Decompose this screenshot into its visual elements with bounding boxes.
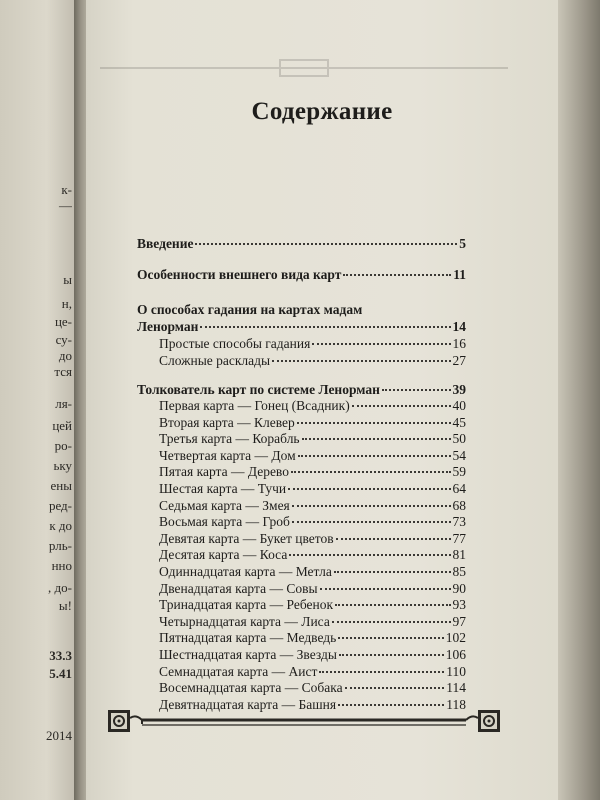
toc-entry-label: Одиннадцатая карта — Метла: [159, 564, 332, 579]
toc-entry-label: Ленорман: [137, 319, 199, 334]
toc-leader-dots: [292, 504, 451, 507]
toc-entry-label: Семнадцатая карта — Аист: [159, 663, 318, 679]
toc-entry-label: Десятая карта — Коса: [159, 547, 288, 563]
toc-leader-dots: [288, 487, 450, 490]
toc-entry: [159, 664, 466, 682]
toc-leader-dots: [319, 670, 444, 673]
toc-page-number: 97: [452, 613, 466, 629]
toc-page-number: 11: [453, 267, 466, 282]
toc-entry: [159, 581, 466, 599]
toc-page-number: 90: [452, 580, 466, 596]
left-page-fragment: 2014: [46, 728, 72, 743]
toc-entry: [159, 415, 466, 433]
toc-entry-label: Седьмая карта — Змея: [159, 497, 290, 513]
toc-page-number: 14: [452, 319, 466, 334]
toc-page-number: 39: [452, 382, 466, 397]
toc-leader-dots: [291, 470, 451, 473]
toc-entry: [159, 498, 466, 516]
toc-entry-label: Четвертая карта — Дом: [159, 447, 296, 463]
toc-leader-dots: [332, 620, 451, 623]
left-page-fragment: цей: [52, 418, 72, 433]
toc-entry-label: Особенности внешнего вида карт: [137, 267, 342, 282]
toc-leader-dots: [343, 273, 451, 276]
toc-entry-label: О способах гадания на картах мадам: [137, 302, 363, 317]
left-page-fragment: , до-: [48, 580, 72, 595]
page-edge-background: [558, 0, 600, 800]
toc-entry: [137, 267, 466, 285]
toc-leader-dots: [345, 686, 445, 689]
footer-ornament: [100, 704, 508, 736]
toc-page-number: 77: [452, 530, 466, 546]
toc-entry-label: Пятнадцатая карта — Медведь: [159, 630, 337, 646]
toc-entry-label: Третья карта — Корабль: [159, 431, 300, 447]
toc-entry: [159, 353, 466, 371]
toc-entry: [159, 680, 466, 698]
toc-leader-dots: [336, 537, 451, 540]
toc-page-number: 73: [452, 514, 466, 530]
toc-entry: [159, 531, 466, 549]
page-title: Содержание: [251, 98, 393, 125]
toc-leader-dots: [289, 553, 450, 556]
toc-page-number: 114: [446, 680, 466, 696]
toc-entry-label: Девятнадцатая карта — Башня: [159, 696, 337, 712]
toc-entry-label: Восьмая карта — Гроб: [159, 514, 290, 530]
toc-page-number: 59: [452, 464, 466, 480]
toc-entry: [159, 614, 466, 632]
left-page-fragment: к до: [49, 518, 72, 533]
toc-entry: [137, 319, 466, 337]
left-page-fragment: н,: [61, 296, 72, 311]
toc-entry: [159, 431, 466, 449]
left-page-fragment: до: [58, 348, 72, 363]
left-page: [0, 0, 78, 800]
toc-entry-label: Восемнадцатая карта — Собака: [159, 680, 343, 696]
toc-entry: [159, 448, 466, 466]
left-page-fragment: ьку: [53, 458, 72, 473]
toc-entry-label: Тринадцатая карта — Ребенок: [159, 597, 334, 613]
toc-page-number: 16: [452, 336, 466, 351]
toc-entry-label: Введение: [137, 236, 194, 251]
left-page-fragment: тся: [54, 364, 72, 379]
toc-leader-dots: [339, 653, 444, 656]
left-page-fragment: це-: [54, 314, 72, 329]
toc-page-number: 93: [452, 597, 466, 613]
left-page-fragment: ро-: [54, 438, 72, 453]
toc-leader-dots: [298, 454, 451, 457]
toc-page-number: 85: [452, 564, 466, 579]
toc-page-number: 5: [459, 236, 466, 251]
toc-entry-label: Сложные расклады: [159, 353, 271, 368]
toc-leader-dots: [338, 636, 443, 639]
toc-leader-dots: [200, 325, 450, 328]
toc-leader-dots: [334, 570, 451, 573]
toc-entry: [159, 514, 466, 532]
toc-page-number: 27: [452, 353, 466, 368]
left-page-fragment: к-: [61, 182, 72, 197]
left-page-fragment: ы!: [58, 598, 72, 613]
toc-entry-label: Толкователь карт по системе Ленорман: [137, 382, 380, 397]
left-page-fragment: ены: [50, 478, 72, 493]
toc-leader-dots: [297, 421, 451, 424]
left-page-fragment: —: [59, 198, 72, 213]
toc-entry: [159, 547, 466, 565]
toc-entry-label: Четырнадцатая карта — Лиса: [159, 613, 330, 629]
toc-page-number: 45: [452, 414, 466, 430]
toc-entry-label: Пятая карта — Дерево: [159, 464, 289, 480]
left-page-fragment: су-: [55, 332, 72, 347]
toc-leader-dots: [335, 603, 450, 606]
toc-page-number: 81: [452, 547, 466, 563]
toc-entry-label: Первая карта — Гонец (Всадник): [159, 398, 350, 413]
toc-entry: [159, 564, 466, 582]
toc-leader-dots: [312, 342, 450, 345]
toc-page-number: 50: [452, 431, 466, 447]
toc-page-number: 68: [452, 497, 466, 513]
toc-page-number: 54: [452, 447, 466, 463]
toc-leader-dots: [302, 437, 451, 440]
toc-page-number: 40: [452, 398, 466, 413]
toc-entry: [159, 481, 466, 499]
toc-entry-label: Шестая карта — Тучи: [159, 481, 287, 496]
left-page-fragment: ля-: [55, 396, 72, 411]
toc-entry: [159, 597, 466, 615]
toc-leader-dots: [195, 242, 457, 245]
header-ornament-bleedthrough: [100, 58, 508, 78]
toc-entry: [159, 647, 466, 665]
toc-page-number: 118: [446, 696, 466, 712]
toc-entry: [159, 336, 466, 354]
left-page-fragment: нно: [51, 558, 72, 573]
toc-entry: [137, 236, 466, 254]
toc-page-number: 64: [452, 481, 466, 496]
toc-entry-label: Простые способы гадания: [159, 336, 311, 351]
left-page-fragment: 5.41: [49, 666, 72, 681]
toc-entry: [159, 398, 466, 416]
toc-leader-dots: [382, 388, 451, 391]
left-page-fragment: 33.3: [49, 648, 72, 663]
toc-entry-label: Девятая карта — Букет цветов: [159, 530, 334, 546]
left-page-fragment: рль-: [48, 538, 72, 553]
toc-leader-dots: [272, 359, 450, 362]
toc-entry-label: Двенадцатая карта — Совы: [159, 580, 318, 596]
toc-entry: [159, 630, 466, 648]
toc-page-number: 102: [445, 630, 466, 646]
toc-entry: [137, 302, 466, 320]
toc-leader-dots: [292, 520, 451, 523]
toc-entry-label: Шестнадцатая карта — Звезды: [159, 647, 337, 662]
left-page-fragment: ы: [63, 272, 72, 287]
toc-page-number: 106: [445, 647, 466, 662]
toc-leader-dots: [352, 404, 451, 407]
left-page-fragment: ред-: [48, 498, 72, 513]
toc-page-number: 110: [446, 663, 466, 679]
toc-leader-dots: [320, 587, 451, 590]
toc-entry: [159, 464, 466, 482]
toc-entry-label: Вторая карта — Клевер: [159, 414, 295, 430]
